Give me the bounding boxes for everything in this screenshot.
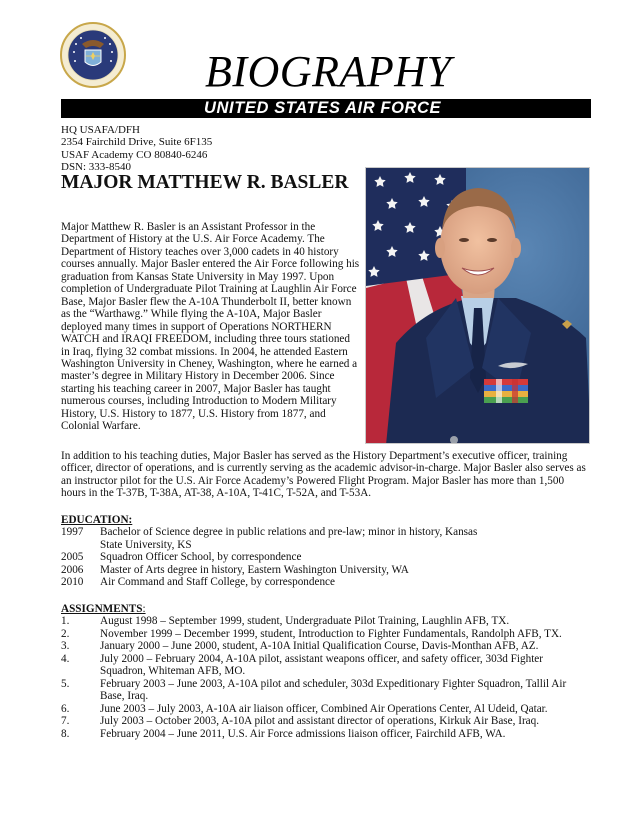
assignment-number: 8. <box>61 727 70 740</box>
assignments-heading: ASSIGNMENTS <box>61 603 143 615</box>
education-item <box>61 564 591 576</box>
education-text: Air Command and Staff College, by correspondence <box>100 576 335 589</box>
address-line: HQ USAFA/DFH <box>61 124 140 136</box>
assignment-text: November 1999 – December 1999, student, Introduction to Fighter Fundamentals, Randolph AFB, TX. <box>100 627 562 640</box>
address-line: DSN: 333-8540 <box>61 161 131 174</box>
education-year: 1997 <box>61 526 84 539</box>
assignment-text: July 2000 – February 2004, A-10A pilot, assistant weapons officer, and safety officer, 303d Fighter Squadron, Whiteman AFB, MO. <box>100 652 544 678</box>
education-year: 2010 <box>61 576 84 589</box>
assignment-item <box>61 628 591 640</box>
education-item <box>61 576 591 588</box>
assignments-heading-colon: : <box>142 603 146 615</box>
assignment-text: February 2004 – June 2011, U.S. Air Force admissions liaison officer, Fairchild AFB, WA. <box>100 727 506 740</box>
assignment-number: 4. <box>61 652 70 665</box>
assignment-item <box>61 715 591 727</box>
assignments-heading-row <box>61 603 591 615</box>
assignment-item <box>61 703 591 715</box>
assignment-text: August 1998 – September 1999, student, Undergraduate Pilot Training, Laughlin AFB, TX. <box>100 615 510 628</box>
assignment-item <box>61 653 591 678</box>
assignment-item <box>61 615 591 627</box>
assignment-text: January 2000 – June 2000, student, A-10A Initial Qualification Course, Davis-Monthan AFB, AZ. <box>100 640 539 653</box>
education-text: Squadron Officer School, by correspondence <box>100 551 302 564</box>
education-heading: EDUCATION: <box>61 514 133 526</box>
assignment-number: 6. <box>61 702 70 715</box>
assignments-section <box>61 603 591 740</box>
bio-text: In addition to his teaching duties, Major Basler has served as the History Department’s executive officer, training officer, director of operations, and is currently serving as the academic advisor-in-charge. Major Basler also serves as an instructor pilot for the U.S. Air Force Academy’s Powered Flight Program. Major Basler has more than 1,500 hours in the T-37B, T-38A, AT-38, A-10A, T-41C, T-52A, and T-53A. <box>61 450 586 500</box>
subject-name: MAJOR MATTHEW R. BASLER <box>61 172 349 193</box>
education-text: Master of Arts degree in history, Eastern Washington University, WA <box>100 563 409 576</box>
bio-paragraph-1 <box>61 221 361 433</box>
assignment-number: 2. <box>61 627 70 640</box>
address-line: 2354 Fairchild Drive, Suite 6F135 <box>61 136 213 149</box>
air-force-seal <box>60 22 126 88</box>
portrait-photo <box>365 167 590 444</box>
seal-icon <box>60 22 126 88</box>
assignment-item <box>61 678 591 703</box>
assignment-text: February 2003 – June 2003, A-10A pilot and scheduler, 303d Expeditionary Fighter Squadron, Tallil Air Base, Iraq. <box>100 677 567 703</box>
banner-bar <box>61 99 591 118</box>
assignment-item <box>61 640 591 652</box>
assignment-number: 5. <box>61 677 70 690</box>
bio-paragraph-2 <box>61 450 591 500</box>
banner-text: UNITED STATES AIR FORCE <box>204 99 442 117</box>
assignment-number: 3. <box>61 640 70 653</box>
bio-text: Major Matthew R. Basler is an Assistant Professor in the Department of History at the U.S. Air Force Academy. The Department of History teaches over 3,000 cadets in 40 history courses annually. Major Basler entered the Air Force following his graduation from Kansas State University in May 1997. Upon completion of Undergraduate Pilot Training at Laughlin Air Force Base, Major Basler flew the A-10A Thunderbolt II, better known as the “Warthawg.” While flying the A-10A, Major Basler deployed many times in support of Operations NORTHERN WATCH and IRAQI FREEDOM, including three tours stationed in Iraq, flying 32 combat missions. In 2004, he attended Eastern Washington University in Cheney, Washington, where he earned a master’s degree in Military History in December 2006. Since starting his teaching career in 2007, Major Basler has taught numerous courses, including Introduction to Modern Military History, U.S. History to 1877, U.S. History from 1877, and Colonial Warfare. <box>61 221 360 433</box>
education-section <box>61 514 591 589</box>
education-text: Bachelor of Science degree in public relations and pre-law; minor in history, Kansas State University, KS <box>100 526 478 551</box>
assignment-item <box>61 728 591 740</box>
education-year: 2005 <box>61 551 84 564</box>
assignment-number: 7. <box>61 715 70 728</box>
education-item <box>61 551 591 563</box>
address-line: USAF Academy CO 80840-6246 <box>61 148 208 161</box>
assignment-number: 1. <box>61 615 70 628</box>
address-block <box>61 124 212 174</box>
assignment-text: July 2003 – October 2003, A-10A pilot and assistant director of operations, Kirkuk Air Base, Iraq. <box>100 715 540 728</box>
page-title: BIOGRAPHY <box>205 47 452 96</box>
portrait-image <box>366 168 590 444</box>
assignment-text: June 2003 – July 2003, A-10A air liaison officer, Combined Air Operations Center, Al Udeid, Qatar. <box>100 702 548 715</box>
education-year: 2006 <box>61 563 84 576</box>
education-item <box>61 526 591 551</box>
